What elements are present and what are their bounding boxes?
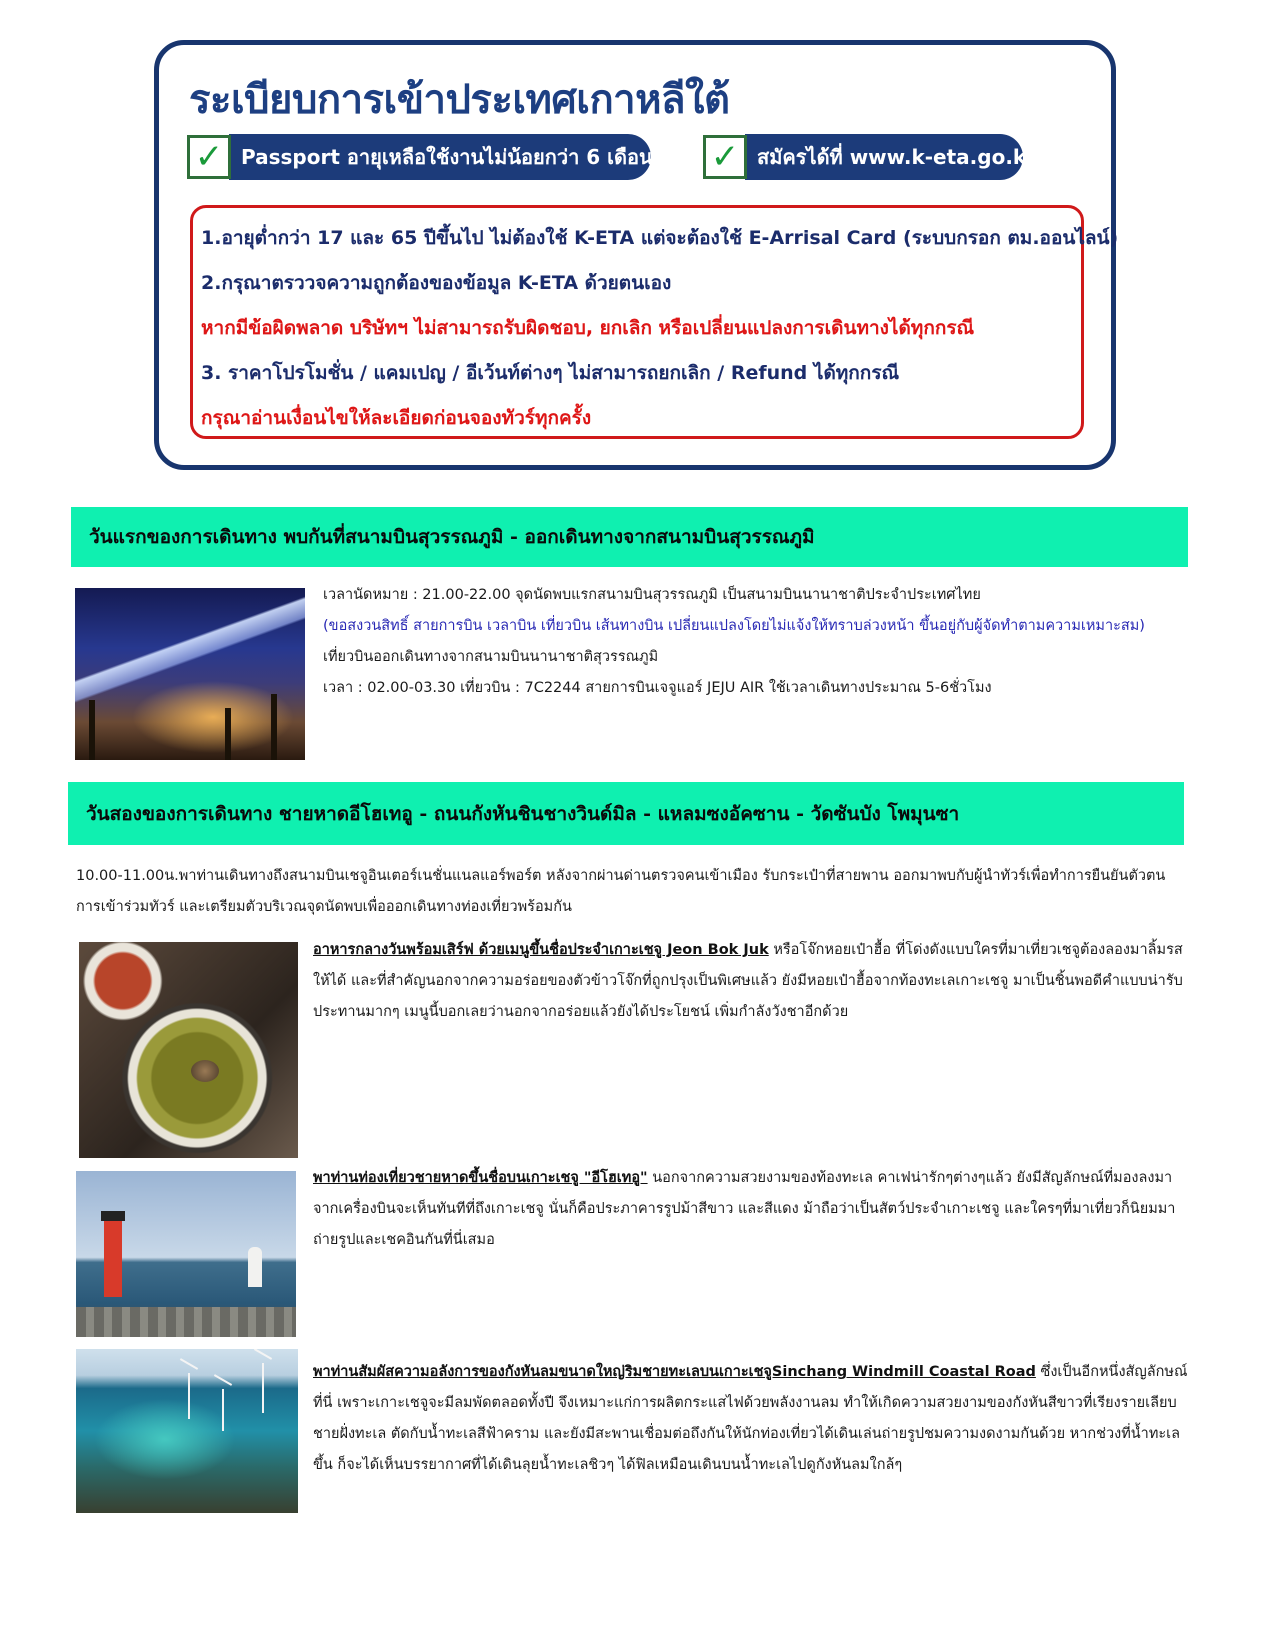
keta-requirement-label: สมัครได้ที่ www.k-eta.go.kr	[745, 134, 1023, 180]
lunch-body: หรือโจ๊กหอยเป๋าฮื้อ ที่โด่งดังแบบใครที่มาเที่ยวเชจูต้องลองมาลิ้มรสให้ได้ และที่สำคัญนอกจากความอร่อยของตัวข้าวโจ๊กที่ถูกปรุงเป็นพิเศษแล้ว ยังมีหอยเป๋าฮื้อจากท้องทะเลเกาะเชจู มาเป็นชิ้นพอดีคำแบบน่ารับประทานมากๆ เมนูนี้บอกเลยว่านอกจากอร่อยแล้วยังได้ประโยชน์ เพิ่มกำลังวังชาอีกด้วย	[313, 942, 1183, 1020]
airline-disclaimer: (ขอสงวนสิทธิ์ สายการบิน เวลาบิน เที่ยวบิน เส้นทางบิน เปลี่ยนแปลงโดยไม่แจ้งให้ทราบล่วงหน้า ขึ้นอยู่กับผู้จัดทำตามความเหมาะสม)	[323, 618, 1145, 634]
day2-header: วันสองของการเดินทาง ชายหาดอีโฮเทอู - ถนนกังหันชินชางวินด์มิล - แหลมซงอัคซาน - วัดซันบัง โพมุนซา	[68, 782, 1184, 845]
rule-liability: หากมีข้อผิดพลาด บริษัทฯ ไม่สามารถรับผิดชอบ, ยกเลิก หรือเปลี่ยนแปลงการเดินทางได้ทุกกรณี	[201, 317, 975, 339]
checkmark-icon: ✓	[187, 135, 231, 179]
windmill-description	[313, 1357, 1191, 1481]
passport-requirement	[187, 133, 651, 181]
entry-rules-box	[190, 205, 1119, 439]
meeting-time: เวลานัดหมาย : 21.00-22.00 จุดนัดพบแรกสนามบินสุวรรณภูมิ เป็นสนามบินนานาชาติประจำประเทศไทย	[323, 587, 981, 603]
departure-info: เที่ยวบินออกเดินทางจากสนามบินนานาชาติสุวรรณภูมิ	[323, 649, 659, 665]
rule-promotion: 3. ราคาโปรโมชั่น / แคมเปญ / อีเว้นท์ต่างๆ ไม่สามารถยกเลิก / Refund ได้ทุกกรณี	[201, 362, 900, 384]
flight-info: เวลา : 02.00-03.30 เที่ยวบิน : 7C2244 สายการบินเจจูแอร์ JEJU AIR ใช้เวลาเดินทางประมาณ 5-6ชั่วโมง	[323, 680, 992, 696]
entry-requirements-box	[154, 40, 1119, 470]
windmill-body: ซึ่งเป็นอีกหนึ่งสัญลักษณ์ที่นี่ เพราะเกาะเชจูจะมีลมพัดตลอดทั้งปี จึงเหมาะแก่การผลิตกระแสไฟด้วยพลังงานลม ทำให้เกิดความสวยงามของกังหันสีขาวที่เรียงรายเลียบชายฝั่งทะเล ตัดกับน้ำทะเลสีฟ้าคราม และยังมีสะพานเชื่อมต่อถึงกันให้นักท่องเที่ยวได้เดินเล่นถ่ายรูปชมความงดงามกันด้วย หากช่วงที่น้ำทะเลขึ้น ก็จะได้เห็นบรรยากาศที่ได้เดินลุยน้ำทะเลชิวๆ ได้ฟิลเหมือนเดินบนน้ำทะเลไปดูกังหันลมใกล้ๆ	[313, 1364, 1188, 1473]
day1-details	[323, 580, 1193, 704]
rule-age: 1.อายุต่ำกว่า 17 และ 65 ปีขึ้นไป ไม่ต้องใช้ K-ETA แต่จะต้องใช้ E-Arrisal Card (ระบบกรอก ตม.ออนไลน์)	[201, 227, 1119, 249]
windmill-coast-photo	[76, 1349, 298, 1513]
lunch-heading: อาหารกลางวันพร้อมเสิร์ฟ ด้วยเมนูขึ้นชื่อประจำเกาะเชจู Jeon Bok Juk	[313, 942, 769, 958]
lunch-description	[313, 935, 1191, 1028]
airport-photo	[75, 588, 305, 760]
white-horse-lighthouse	[248, 1247, 262, 1287]
entry-title: ระเบียบการเข้าประเทศเกาหลีใต้	[189, 77, 730, 123]
windmill-heading: พาท่านสัมผัสความอลังการของกังหันลมขนาดใหญ่ริมชายทะเลบนเกาะเชจูSinchang Windmill Coastal Road	[313, 1364, 1036, 1380]
iho-tewoo-beach-photo	[76, 1171, 296, 1337]
abalone-porridge-photo	[79, 942, 298, 1158]
red-lighthouse	[104, 1219, 122, 1297]
day1-header: วันแรกของการเดินทาง พบกันที่สนามบินสุวรรณภูมิ - ออกเดินทางจากสนามบินสุวรรณภูมิ	[71, 507, 1188, 567]
day2-intro: 10.00-11.00น.พาท่านเดินทางถึงสนามบินเชจูอินเตอร์เนชั่นแนลแอร์พอร์ต หลังจากผ่านด่านตรวจคนเข้าเมือง รับกระเป๋าที่สายพาน ออกมาพบกับผู้นำทัวร์เพื่อทำการยืนยันตัวตนการเข้าร่วมทัวร์ และเตรียมตัวบริเวณจุดนัดพบเพื่อออกเดินทางท่องเที่ยวพร้อมกัน	[76, 868, 1166, 915]
rule-verify: 2.กรุณาตรววจความถูกต้องของข้อมูล K-ETA ด้วยตนเอง	[201, 272, 672, 294]
rule-read-conditions: กรุณาอ่านเงื่อนไขให้ละเอียดก่อนจองทัวร์ทุกครั้ง	[201, 407, 592, 429]
beach-body: นอกจากความสวยงามของท้องทะเล คาเฟน่ารักๆต่างๆแล้ว ยังมีสัญลักษณ์ที่มองลงมาจากเครื่องบินจะเห็นทันทีที่ถึงเกาะเชจู นั่นก็คือประภาคารรูปม้าสีขาว และสีแดง ม้าถือว่าเป็นสัตว์ประจำเกาะเชจู และใครๆที่มาเที่ยวก็นิยมมาถ่ายรูปและเชคอินกันที่นี่เสมอ	[313, 1170, 1176, 1248]
beach-heading: พาท่านท่องเที่ยวชายหาดขึ้นชื่อบนเกาะเชจู "อีโฮเทอู"	[313, 1170, 648, 1186]
beach-description	[313, 1163, 1191, 1256]
checkmark-icon: ✓	[703, 135, 747, 179]
keta-requirement	[703, 133, 1037, 181]
passport-requirement-label: Passport อายุเหลือใช้งานไม่น้อยกว่า 6 เดือน	[229, 134, 651, 180]
